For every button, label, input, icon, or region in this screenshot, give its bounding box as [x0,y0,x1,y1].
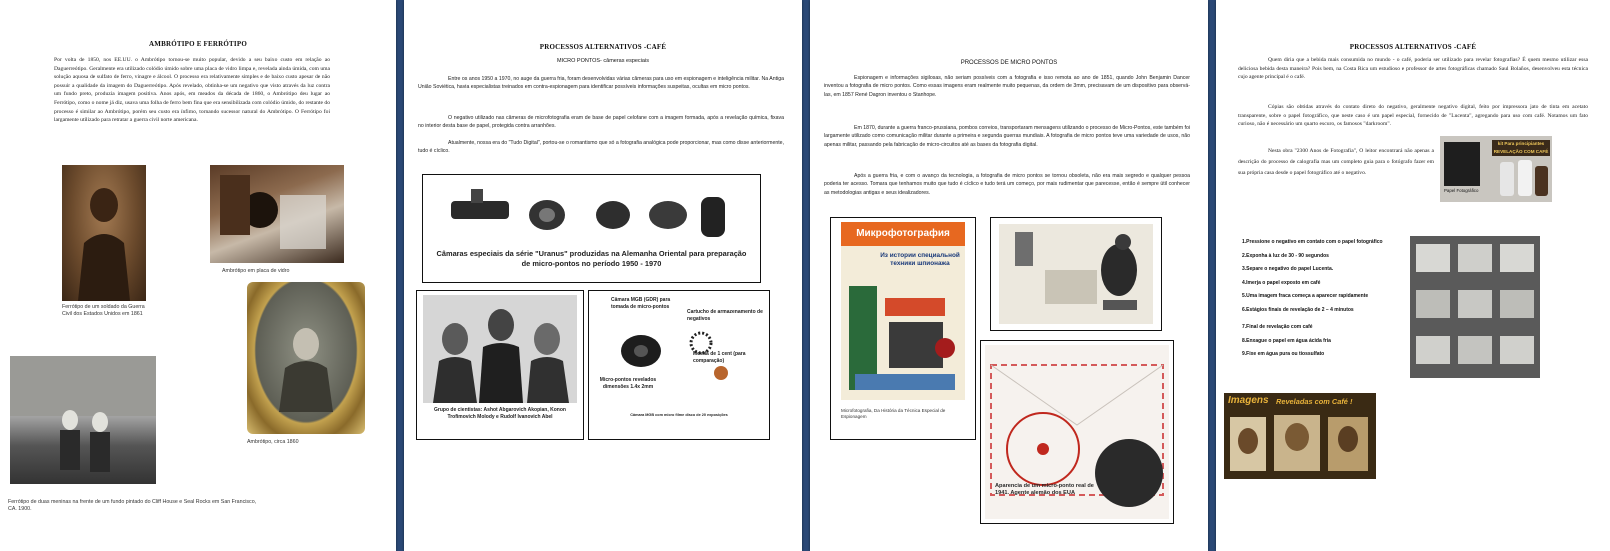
page-title: PROCESSOS ALTERNATIVOS -CAFÉ [1349,43,1477,51]
step-item: 7.Final de revelação com café [1242,324,1313,330]
mgb-label: Câmara MGB (GDR) para tomada de micro-pontos [611,297,671,310]
page-title: PROCESSOS ALTERNATIVOS -CAFÉ [539,43,667,51]
step-item: 6.Estágios finais de revelação de 2 – 4 minutos [1242,306,1354,313]
step-item: 9.Fixe em água pura ou tiossulfato [1242,351,1325,357]
paragraph-2: O negativo utilizado nas câmeras de microfotografia eram de base de papel celofane com a imagem formada, após a revelação química, fixava no interior desta base de papel, protegida contra arranhões. [418,115,784,130]
kit-bottle-1 [1500,162,1514,196]
step-item: 1.Pressione o negativo em contato com o papel fotográfico [1242,239,1383,245]
document-page-4 [1216,0,1610,551]
book-subtitle: Из истории специальной техники шпионажа [880,252,960,267]
paragraph-2: Em 1870, durante a guerra franco-prussiana, pombos correios, transportaram mensagens utilizando o processo de Micro-Pontos, este também foi largamente utilizado como comunicação militar durante a primeira e segunda guerras mundiais. A fotografia de micro pontos teve uma variedade de usos, não apenas militar, passando pela fabricação de micro-circuitos até as bases da fotografia digital. [824,125,1190,148]
banner-left-text: Imagens [1228,395,1269,406]
uranus-caption: Câmaras especiais da série "Uranus" produzidas na Alemanha Oriental para preparação de micro-pontos no período 1950 - 1970 [436,249,747,268]
document-page-2 [404,0,802,551]
kit-label: kit Para principiantes REVELAÇÃO COM CAFÉ [1493,141,1549,154]
cartridge-label: Cartucho de armazenamento de negativos [687,309,763,322]
document-page-1 [0,0,396,551]
step-item: 2.Exponha à luz de 30 - 90 segundos [1242,252,1329,259]
soldier-caption: Ferrótipo de um soldado da Guerra Civil dos Estados Unidos em 1861 [62,304,145,318]
kit-bottle-2 [1518,160,1532,196]
page-title: PROCESSOS DE MICRO PONTOS [960,60,1058,66]
book-cover [841,222,965,400]
coffee-images-banner [1224,393,1376,479]
pigeon-figure [990,217,1162,331]
paragraph-1: Espionagem e informações sigilosas, não seriam possíveis com a fotografia e isso remota ao ano de 1851, quando John Benjamin Dancer inventou a fotografia de micro pontos. Como essas imagens eram realmente muito pequenas, da ordem de 3mm, precisavam de um dispositivo para observá-las, em 1857 René Dagron inventou o Stanhope. [824,75,1190,98]
two-girls-ferrotype-photo [10,356,156,484]
document-page-3 [810,0,1208,551]
banner-photos [1228,411,1372,475]
glass-plate-caption: Ambrótipo em placa de vidro [222,268,290,274]
ambrotype-caption: Ambrótipo, circa 1860 [247,439,299,445]
paragraph-3: Atualmente, nossa era do "Tudo Digital", portou-se o romantismo que só a fotografia analógica pode proporcionar, mas como disse anteriormente, tudo é cíclico. [418,140,784,155]
step-item: 3.Separe o negativo do papel Lucenta. [1242,266,1334,272]
step-item: 4.Imerja o papel exposto em café [1242,279,1321,286]
ambrotype-girl-photo [247,282,365,434]
page-subtitle: MICRO PONTOS- câmeras especiais [557,58,649,64]
mgb-footer-caption: Câmara MGB com micro filme disco de 20 exposições [630,413,728,417]
book-title: Микрофотография [841,222,965,246]
paragraph-1: Entre os anos 1950 a 1970, no auge da guerra fria, foram desenvolvidas várias câmeras para uso em espionagem e inteligência militar. Na Antiga União Soviética, havia especialistas treinados em contra-espionagem para identificar possíveis informações suspeitas, ocultas em micro pontos. [418,76,784,91]
micro-dots-label: Micro-pontos revelados dimensões 1.4x 2mm [599,377,657,390]
two-girls-caption: Ferrótipo de duas meninas na frente de um fundo pintado do Cliff House e Seal Rocks em San Francisco, CA. 1900. [8,499,257,513]
step-item: 8.Enxague o papel em água ácida fria [1242,337,1331,344]
cameras-illustration [423,175,760,247]
scientists-figure [416,290,584,440]
kit-paper-label: Papel Fotográfico [1444,188,1479,193]
mgb-camera-figure [588,290,770,440]
microdot-caption: Aparencia de um micro-ponto real de 1941. Agente alemão dos EUA [995,483,1094,497]
step-item: 5.Uma imagem fraca começa a aparecer rapidamente [1242,293,1369,299]
paragraph-2: Cópias são obtidas através do contato direto do negativo, geralmente negativo digital, feito por impressora jato de tinta em acetato transparente, sobre o papel fotográfico, que neste caso é um papel especial, fornecido de "Lucenta", agregando para uso com café. Notamos um fato curioso, não é necessário um quarto escuro, os famosos "darkroom". [1238,104,1588,128]
kit-coffee-cup [1535,166,1548,196]
book-caption: Microfotografia, Da História da Técnica Especial de Espionagem [841,408,946,420]
pigeon-photo [999,224,1153,324]
paragraph-3: Após a guerra fria, e com o avanço da tecnologia, a fotografia de micro pontos se tornou obsoleta, não era mais segredo e qualquer pessoa poderia ter acesso. Tomara que tenhamos muito que tudo é cíclico e tudo terá um começo, por mais rudimentar que parecesse, então é sempre útil conhecer as metodologias antigas e seus idealizadores. [824,173,1190,196]
body-paragraph: Por volta de 1850, nos EE.UU. o Ambrótipo tornou-se muito popular, devido a seu baixo custo em relação ao Daguerreótipo. Geralmente era utilizado colódio úmido sobre uma placa de vidro limpa e, revelada ainda úmida, com uma solução aquosa de sulfato de ferro, vinagre e álcool. O processo era relativamente simples e de baixo custo apesar de não possuir a qualidade da imagem do Daguerreótipo. Após revelado, obtinha-se um negativo que visto através da luz contra um fundo preto, produzia imagem positiva. Anos após, em meados da década de 1860, o Ambrótipo deu lugar ao Ferrótipo, como o nome já diz, usava uma folha de ferro bem fina que era sensibilizada com colódio úmido, do restante do processo é similar ao Ambrótipo, porém seu custo era ínfimo, tornando sucessor natural do Ambrótipo. O Ferrótipo foi largamente utilizado para retratar a guerra civil norte americana. [54,57,330,124]
page-title: AMBRÓTIPO E FERRÓTIPO [149,40,247,48]
paragraph-1: Quem diria que a bebida mais consumida no mundo - o café, poderia ser utilizado para revelar fotografias? É quem mesmo utilizar essa deliciosa bebida desta maneira? Pois bem, na Costa Rica um estudioso e professor de artes fotográficas chamado Saul Bolaños, desenvolveu esta técnica cujo agente principal é o café. [1238,57,1588,81]
coin-label: Moeda de 1 cent (para comparação) [693,351,746,364]
scientists-photo [423,295,577,403]
book-illustration [845,278,961,396]
uranus-cameras-figure [422,174,761,283]
scientists-caption: Grupo de cientistas: Ashot Abgarovich Akopian, Konon Trofimovich Molody e Rudolf Ivanovich Abel [434,407,566,420]
glass-plate-photo [210,165,344,263]
book-cover-figure [830,217,976,440]
microdot-figure [980,340,1174,524]
kit-paper-box [1444,142,1480,186]
steps-photo-grid [1410,236,1540,378]
development-steps-list [1242,236,1383,362]
coffee-kit-figure [1440,136,1552,202]
banner-right-text: Reveladas com Café ! [1276,397,1353,406]
paragraph-3: Nesta obra "2300 Anos de Fotografia", O leitor encontrará não apenas a descrição do processo de calografia mas um completo guia para o fotógrafo fazer em sua própria casa desde o papel fotográfico até o negativo. [1238,148,1434,176]
soldier-ferrotype-photo [62,165,146,301]
